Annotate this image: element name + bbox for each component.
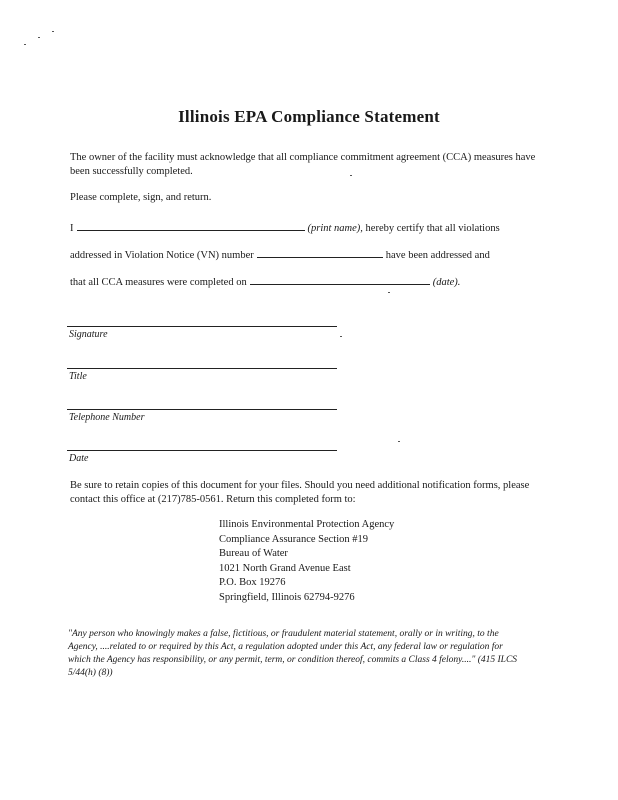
address-line: Illinois Environmental Protection Agency <box>219 519 395 530</box>
scan-speck <box>38 37 40 38</box>
certify-suffix: hereby certify that all violations <box>365 223 500 234</box>
date-line <box>70 274 550 288</box>
signature-label: Signature <box>69 329 108 340</box>
scan-speck <box>398 441 400 442</box>
scan-speck <box>24 44 26 45</box>
date-label: (date). <box>432 277 461 288</box>
date-prefix: that all CCA measures were completed on <box>70 277 247 288</box>
print-name-label: (print name), <box>307 223 363 234</box>
telephone-field[interactable] <box>67 409 337 410</box>
title-field[interactable] <box>67 368 337 369</box>
address-line: 1021 North Grand Avenue East <box>219 562 351 574</box>
vn-number-field[interactable] <box>257 247 383 258</box>
title-label: Title <box>69 371 87 382</box>
address-line: Springfield, Illinois 62794-9276 <box>219 591 355 603</box>
page-title: Illinois EPA Compliance Statement <box>178 107 440 126</box>
intro-text: The owner of the facility must acknowledge that all compliance commitment agreement (CCA) measures have been successfully completed. <box>70 152 536 177</box>
address-line: Bureau of Water <box>219 548 288 559</box>
legal-quote: "Any person who knowingly makes a false, fictitious, or fraudulent material statement, orally or in writing, to the Agency, ....related to or required by this Act, a regulation adopted under this Act, any federal law or regulation for which the Agency has responsibility, or any permit, term, or condition thereof, commits a Class 4 felony...." (415 ILCS 5/44(h) (8)) <box>68 629 518 678</box>
address-line: P.O. Box 19276 <box>219 577 286 588</box>
certify-line <box>70 220 550 234</box>
date-field[interactable] <box>67 450 337 451</box>
certify-prefix: I <box>70 223 74 234</box>
retain-note: Be sure to retain copies of this document for your files. Should you need additional notification forms, please contact this office at (217)785-0561. Return this completed form to: <box>70 480 530 505</box>
date-field-label: Date <box>69 453 89 464</box>
address-line: Compliance Assurance Section #19 <box>219 533 369 545</box>
instruction-text: Please complete, sign, and return. <box>70 192 212 203</box>
scan-speck <box>388 292 390 293</box>
completion-date-field[interactable] <box>250 274 430 285</box>
print-name-field[interactable] <box>77 220 305 231</box>
vn-prefix: addressed in Violation Notice (VN) number <box>70 250 254 261</box>
vn-suffix: have been addressed and <box>385 250 490 261</box>
scan-speck <box>340 336 342 337</box>
signature-field[interactable] <box>67 326 337 327</box>
telephone-label: Telephone Number <box>69 412 145 423</box>
vn-line <box>70 247 550 261</box>
scan-speck <box>52 31 54 32</box>
mailing-address <box>219 518 394 605</box>
